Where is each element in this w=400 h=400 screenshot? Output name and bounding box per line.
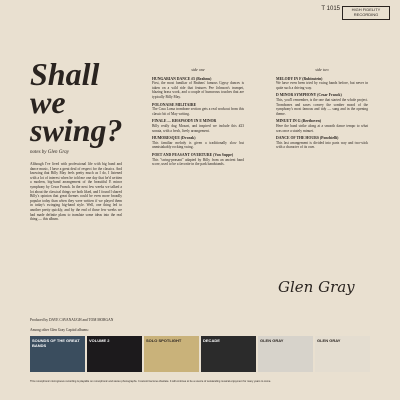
liner-notes-column-3 [276,68,368,150]
producer-credit: Produced by DAVE CAVANAUGH and TOM MORGAN [30,318,114,322]
liner-notes-column-2 [152,68,244,167]
track-description: Here the band strike along at a smooth dance tempo to what was once a stately minuet. [276,123,368,133]
album-thumbnail [315,336,370,372]
track-title: POET AND PEASANT OVERTURE (Von Suppe) [152,152,234,157]
side-two-heading: side two [315,67,329,72]
side-one-heading: side one [191,67,205,72]
track-title: D MINOR SYMPHONY (Cesar Franck) [276,93,342,98]
title-line-2: we [30,84,66,120]
title-line-1: Shall [30,56,100,92]
signature: Glen Gray [278,278,355,296]
track-title: POLONAISE MILITAIRE [152,102,197,107]
liner-notes-column-1: Although I've lived with professional life with big band and dance music, I have a great deal of respect for the classics. And knowing that Billy May feels pretty much as I do, I listened with a lot of interest when he told me one day that he'd written a modern, big-band arrangement of the beautiful E minor symphony by Cesar Franck. In the next few weeks we talked a lot about the classical things we both liked, and I found I shared Billy's opinion that great themes could be even more broadly popular today than when they were written if we played them in today's swinging big-band style. Well, one thing led to another pretty quickly, and by the end of those few weeks we had made definite plans to translate some ideas into the real thing — this album. [30,162,122,222]
album-title [30,56,123,148]
track-description: This "swing-peasant" adapted by Billy from an ancient band score, used to be a favorite in the park bandstands. [152,157,244,167]
track-title: HUMORESQUE (Dvorak) [152,136,196,141]
album-thumbnail-title: SOUNDS OF THE GREAT BANDS [32,338,80,348]
track-description: This familiar melody is given a traditionally slow but unmistakably rocking swing. [152,140,244,150]
album-thumbnail-title: DECADE [203,338,220,343]
album-thumbnail-title: GLEN GRAY [317,338,341,343]
notes-byline: notes by Glen Gray [30,150,70,155]
album-thumbnail [87,336,142,372]
title-line-3: swing? [30,112,123,148]
track-title: MINUET IN G (Beethoven) [276,119,321,124]
track-title: MELODY IN F (Rubinstein) [276,76,323,81]
track-description: First, the most familiar of Brahms' famous Gypsy dances is taken on a wild ride that features Pee Johnson's trumpet, blazing brass work, and a couple of humorous touches that are typically Billy May. [152,81,244,99]
track-title: DANCE OF THE HOURS (Ponchielli) [276,136,339,141]
album-thumbnail [201,336,256,372]
album-thumbnail [258,336,313,372]
track-description: Billy really dug Mozart, and inspired we include this #23 sonata, with a fresh, lively arrangement. [152,123,244,133]
track-description: This last arrangement is divided into parts way and two-stick with a character of its own. [276,140,368,150]
hifi-logo: HIGH FIDELITY RECORDING [342,6,390,20]
album-thumbnail [144,336,199,372]
album-thumbnail-title: GLEN GRAY [260,338,284,343]
fine-print: This monophonic microgroove recording is playable on monophonic and stereo phonographs. It cannot become obsolete. It will continue to be a source of outstanding musical enjoyment for many years to come. [30,380,272,383]
album-thumbnail-title: VOLUME 2 [89,338,110,343]
other-albums-heading: Among other Glen Gray Capitol albums: [30,328,89,332]
track-description: We have even been tried by swing bands before, but never in quite such a driving way. [276,81,368,90]
album-thumbnails [30,336,370,372]
catalog-number: T 1015 [321,6,340,12]
track-title: FINALE — RHAPSODY IN E MINOR [152,119,217,124]
album-thumbnail [30,336,85,372]
track-description: This, you'll remember, is the one that started the whole project. Trombones and saxes convey the somber mood of the symphony's most famous and tidy — sung and in the opening theme. [276,97,368,116]
track-title: HUNGARIAN DANCE #5 (Brahms) [152,76,212,81]
album-thumbnail-title: SOLO SPOTLIGHT [146,338,182,343]
track-description: The Casa Loma trombone section gets a real workout from this classic bit of May writing. [152,107,244,116]
